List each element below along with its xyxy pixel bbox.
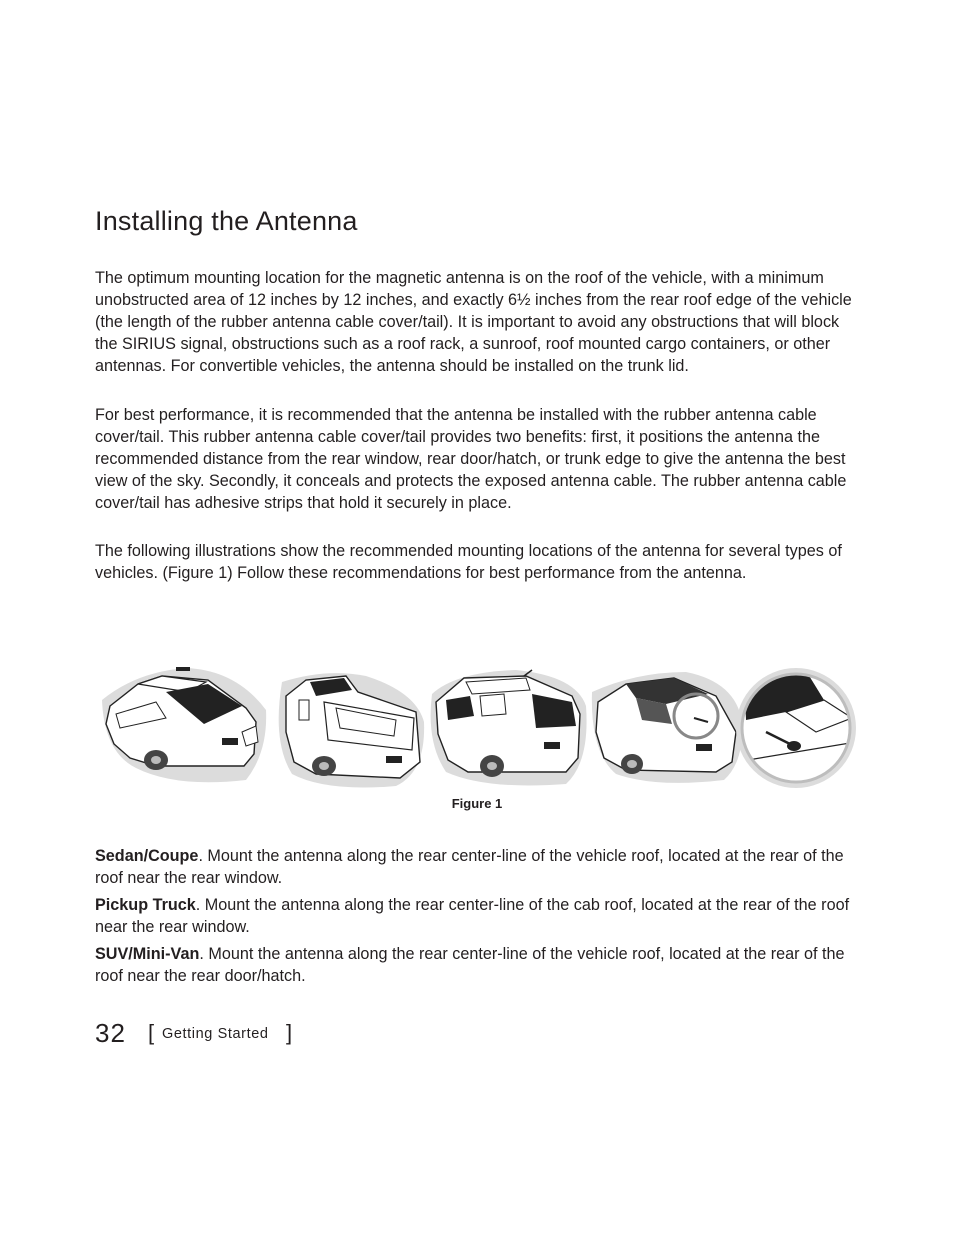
note-lead-sedan-coupe: Sedan/Coupe — [95, 847, 199, 865]
note-sedan-coupe — [95, 845, 865, 889]
pickup-truck-illustration — [279, 673, 424, 787]
page-number: 32 — [95, 1018, 126, 1048]
note-suv-mini-van — [95, 943, 865, 987]
trunk-lid-closeup-illustration — [736, 668, 856, 792]
figure-caption: Figure 1 — [451, 796, 503, 811]
note-text-suv-mini-van: . Mount the antenna along the rear center-line of the vehicle roof, located at the rear of the roof near the rear door/hatch. — [95, 945, 845, 985]
note-lead-suv-mini-van: SUV/Mini-Van — [95, 945, 200, 963]
note-lead-pickup-truck: Pickup Truck — [95, 896, 196, 914]
note-text-sedan-coupe: . Mount the antenna along the rear center-line of the vehicle roof, located at the rear of the roof near the rear window. — [95, 847, 844, 887]
section-bracket-close: ] — [286, 1020, 293, 1045]
note-pickup-truck — [95, 894, 865, 938]
convertible-illustration — [592, 672, 742, 783]
paragraph-cable-cover: For best performance, it is recommended that the antenna be installed with the rubber antenna cable cover/tail. This rubber antenna cable cover/tail provides two benefits: first, it positions the antenna the recommended distance from the rear window, rear door/hatch, or trunk edge to give the antenna the best view of the sky. Secondly, it conceals and protects the exposed antenna cable. The rubber antenna cable cover/tail has adhesive strips that hold it securely in place. — [95, 406, 847, 512]
suv-illustration — [431, 670, 587, 786]
page-title: Installing the Antenna — [95, 206, 358, 236]
sedan-illustration — [102, 667, 266, 782]
note-text-pickup-truck: . Mount the antenna along the rear center-line of the cab roof, located at the rear of the roof near the rear window. — [95, 896, 850, 936]
section-name: Getting Started — [162, 1026, 269, 1042]
paragraph-mounting-location: The optimum mounting location for the magnetic antenna is on the roof of the vehicle, with a minimum unobstructed area of 12 inches by 12 inches, and exactly 6½ inches from the rear roof edge of the vehicle (the length of the rubber antenna cable cover/tail). It is important to avoid any obstructions that will block the SIRIUS signal, obstructions such as a roof rack, a sunroof, roof mounted cargo containers, or other antennas. For convertible vehicles, the antenna should be installed on the trunk lid. — [95, 269, 852, 375]
section-bracket-open: [ — [148, 1020, 155, 1045]
figure-vehicle-illustrations — [96, 662, 858, 794]
paragraph-illustrations-intro: The following illustrations show the recommended mounting locations of the antenna for several types of vehicles. (Figure 1) Follow these recommendations for best performance from the antenna. — [95, 542, 842, 582]
